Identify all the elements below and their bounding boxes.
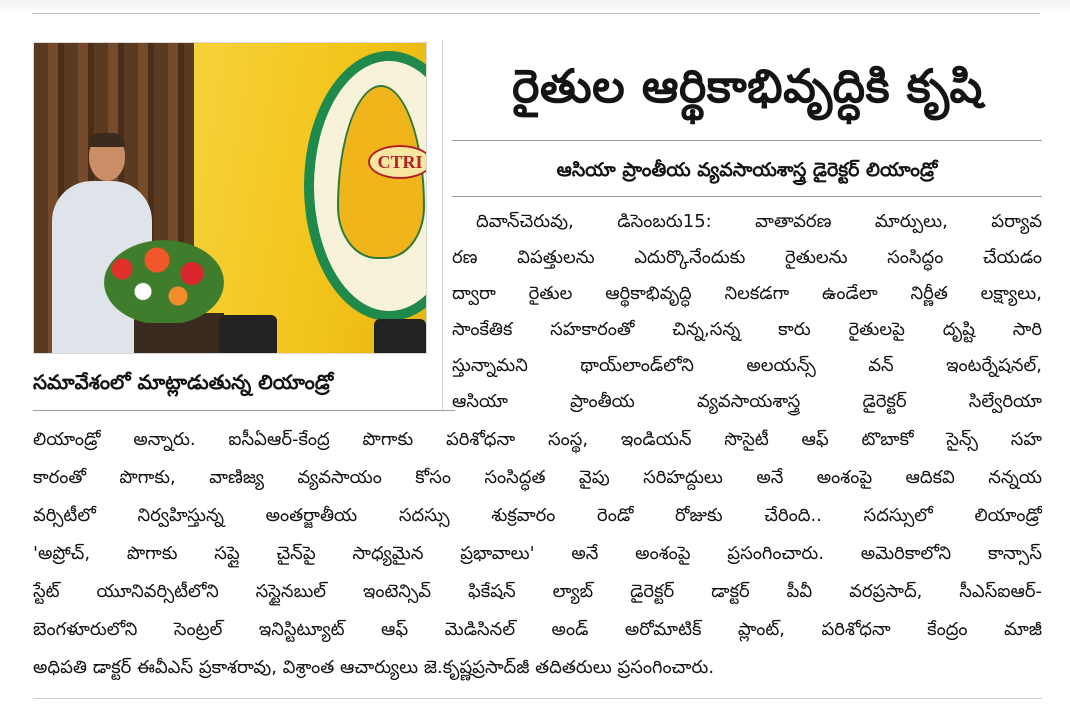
body-line: దివాన్‌చెరువు, డిసెంబరు15: వాతావరణ మార్పులు, పర్యావ <box>476 211 1042 232</box>
previous-article-strip <box>0 0 1070 14</box>
body-line: 'అప్రోచ్, పొగాకు సప్లై చైన్‌పై సాధ్యమైన ప్రభావాలు' అనే అంశంపై ప్రసంగించారు. అమెరికాలోని కాన్సాస్ <box>33 543 1042 564</box>
article-photo <box>33 42 427 354</box>
photo-caption: సమావేశంలో మాట్లాడుతున్న లియాండ్రో <box>33 370 334 394</box>
speaker-hair <box>89 133 125 147</box>
bottom-divider <box>33 698 1042 699</box>
column-divider <box>442 40 443 412</box>
chair <box>374 319 426 353</box>
body-line: వర్సిటీలో నిర్వహిస్తున్న అంతర్జాతీయ సదస్సు శుక్రవారం రెండో రోజుకు చేరింది.. సదస్సులో లియాండ్రో <box>33 505 1042 526</box>
body-line: స్టేట్ యూనివర్సిటీలోని సస్టైనబుల్ ఇంటెన్సివ్ ఫికేషన్ ల్యాబ్ డైరెక్టర్ డాక్టర్ పీవీ వరప్రసాద్, సీఎస్ఐఆర్- <box>33 581 1042 602</box>
headline: రైతుల ఆర్థికాభివృద్ధికి కృషి <box>512 59 983 113</box>
ctri-logo-text: CTRI <box>368 145 427 179</box>
subheadline-bottom-rule <box>452 196 1042 197</box>
body-line: కారంతో పొగాకు, వాణిజ్య వ్యవసాయం కోసం సంసిద్ధత వైపు సరిహద్దులు అనే అంశంపై ఆదికవి నన్నయ <box>33 467 1042 488</box>
body-line: ద్వారా రైతుల ఆర్థికాభివృద్ధి నిలకడగా ఉండేలా నిర్ణీత లక్ష్యాలు, <box>452 283 1042 304</box>
body-line: స్తున్నామని థాయ్‌లాండ్‌లోని అలయన్స్ వన్ ఇంటర్నేషనల్, <box>452 355 1042 376</box>
subheadline-top-rule <box>452 140 1042 141</box>
body-line: రణ విపత్తులను ఎదుర్కొనేందుకు రైతులను సంసిద్ధం చేయడం <box>452 247 1042 268</box>
body-line: సాంకేతిక సహకారంతో చిన్న,సన్న కారు రైతులపై దృష్టి సారి <box>452 319 1042 340</box>
caption-divider <box>33 410 455 411</box>
top-divider <box>32 13 1040 14</box>
body-line: అధిపతి డాక్టర్ ఈవీఎస్ ప్రకాశరావు, విశ్రాంత ఆచార్యులు జె.కృష్ణప్రసాద్‌జీ తదితరులు ప్రసంగించారు. <box>33 657 715 678</box>
subheadline: ఆసియా ప్రాంతీయ వ్యవసాయశాస్త్ర డైరెక్టర్ లియాండ్రో <box>556 159 938 181</box>
flower-arrangement <box>94 233 234 323</box>
body-line: లియాండ్రో అన్నారు. ఐసీఏఆర్-కేంద్ర పొగాకు పరిశోధనా సంస్థ, ఇండియన్ సొసైటీ ఆఫ్ టొబాకో సైన్స్ సహ <box>33 429 1042 450</box>
body-line: ఆసియా ప్రాంతీయ వ్యవసాయశాస్త్ర డైరెక్టర్ సిల్వేరియా <box>452 391 1042 412</box>
chair <box>219 315 277 353</box>
body-line: బెంగళూరులోని సెంట్రల్ ఇనిస్టిట్యూట్ ఆఫ్ మెడిసినల్ అండ్ అరోమాటిక్ ప్లాంట్, పరిశోధనా కేంద్రం మాజీ <box>33 619 1042 640</box>
